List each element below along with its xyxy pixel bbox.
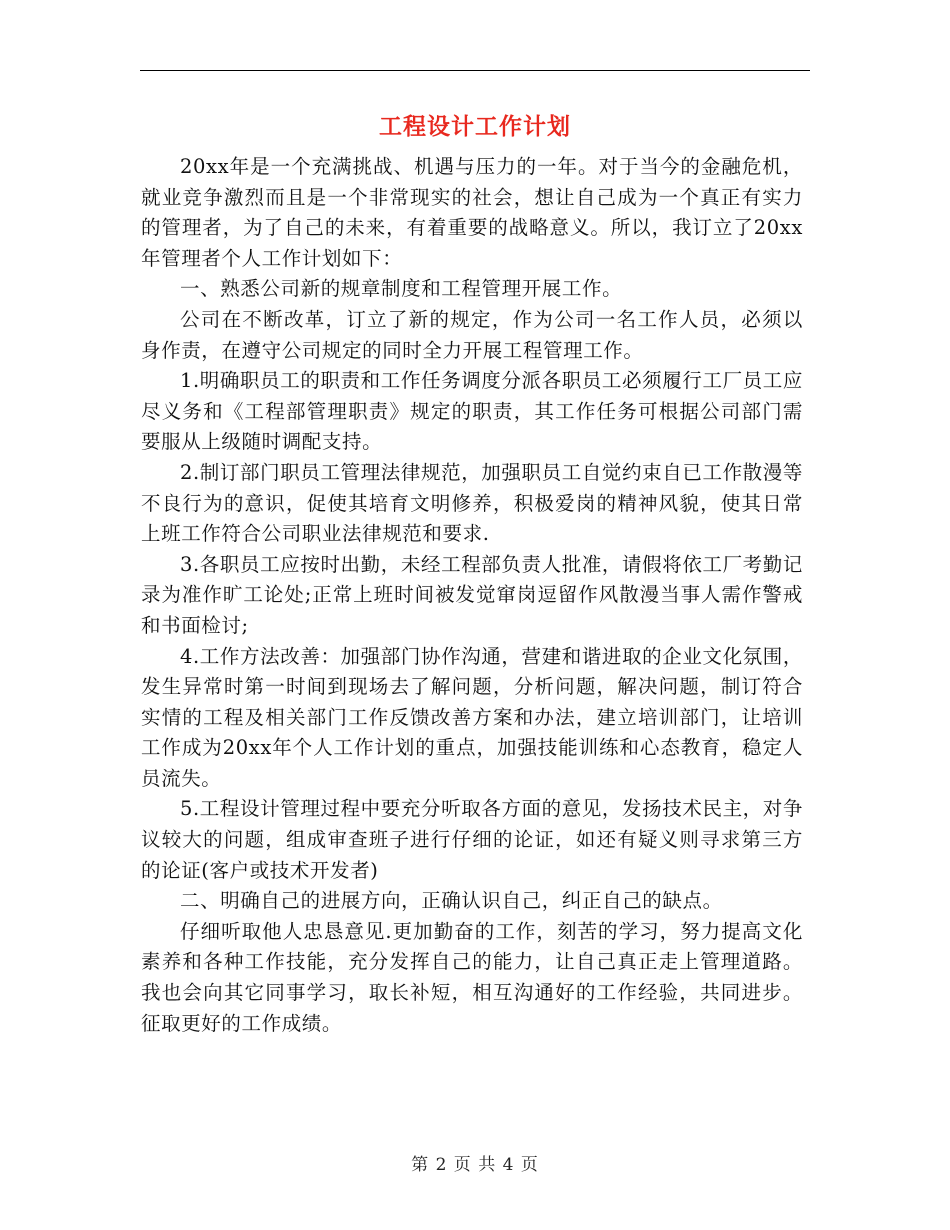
list-item-3: 3.各职员工应按时出勤，未经工程部负责人批准，请假将依工厂考勤记录为准作旷工论处;正常上班时间被发觉窜岗逗留作风散漫当事人需作警戒和书面检讨; xyxy=(141,552,803,637)
list-item-5: 5.工程设计管理过程中要充分听取各方面的意见，发扬技术民主，对争议较大的问题，组成审查班子进行仔细的论证，如还有疑义则寻求第三方的论证(客户或技术开发者) xyxy=(141,797,803,882)
list-item-4: 4.工作方法改善：加强部门协作沟通，营建和谐进取的企业文化氛围，发生异常时第一时间到现场去了解问题，分析问题，解决问题，制订符合实情的工程及相关部门工作反馈改善方案和办法，建立培训部门，让培训工作成为20xx年个人工作计划的重点，加强技能训练和心态教育，稳定人员流失。 xyxy=(141,644,803,790)
header-rule xyxy=(140,70,810,71)
section-heading-2: 二、明确自己的进展方向，正确认识自己，纠正自己的缺点。 xyxy=(180,889,723,913)
paragraph-intro: 20xx年是一个充满挑战、机遇与压力的一年。对于当今的金融危机，就业竞争激烈而且是一个非常现实的社会，想让自己成为一个真正有实力的管理者，为了自己的未来，有着重要的战略意义。所以，我订立了20xx年管理者个人工作计划如下： xyxy=(141,155,803,270)
paragraph: 仔细听取他人忠恳意见.更加勤奋的工作，刻苦的学习，努力提高文化素养和各种工作技能，充分发挥自己的能力，让自己真正走上管理道路。我也会向其它同事学习，取长补短，相互沟通好的工作经验，共同进步。征取更好的工作成绩。 xyxy=(141,919,803,1035)
document-title: 工程设计工作计划 xyxy=(379,113,571,140)
page-number: 第 2 页 共 4 页 xyxy=(411,1155,539,1175)
list-item-2: 2.制订部门职员工管理法律规范，加强职员工自觉约束自已工作散漫等不良行为的意识，促使其培育文明修养，积极爱岗的精神风貌，使其日常上班工作符合公司职业法律规范和要求. xyxy=(141,460,803,546)
document-body xyxy=(141,152,803,1039)
paragraph: 公司在不断改革，订立了新的规定，作为公司一名工作人员，必须以身作责，在遵守公司规定的同时全力开展工程管理工作。 xyxy=(141,307,803,362)
list-item-1: 1.明确职员工的职责和工作任务调度分派各职员工必须履行工厂员工应尽义务和《工程部管理职责》规定的职责，其工作任务可根据公司部门需要服从上级随时调配支持。 xyxy=(141,369,803,454)
section-heading-1: 一、熟悉公司新的规章制度和工程管理开展工作。 xyxy=(180,277,623,301)
